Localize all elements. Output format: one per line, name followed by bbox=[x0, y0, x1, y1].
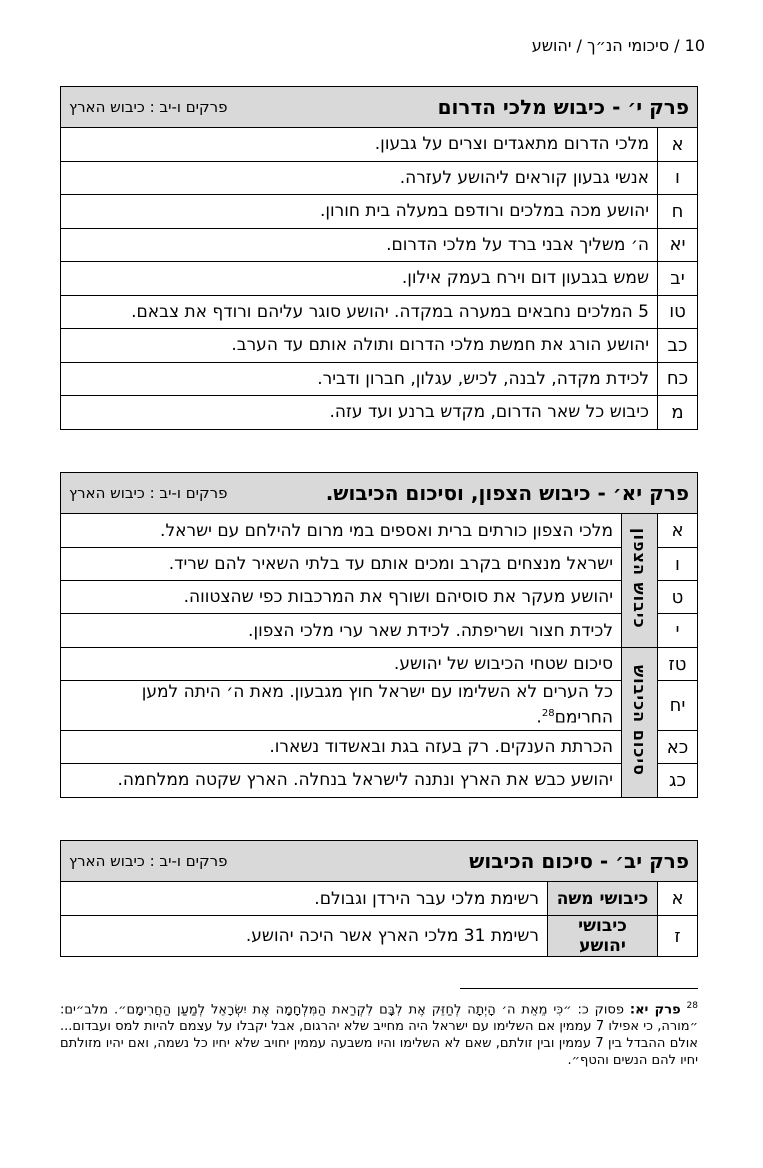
verse-number: ח bbox=[658, 195, 698, 229]
table-row bbox=[61, 514, 698, 548]
footnote-marker: 28 bbox=[686, 1001, 698, 1011]
row-text-content: יהושע כבש את הארץ ונתנה לישראל בנחלה. הארץ שקטה ממלחמה. bbox=[117, 770, 613, 790]
table-subtitle: פרקים ו-יב : כיבוש הארץ bbox=[69, 852, 228, 870]
verse-number: יא bbox=[658, 228, 698, 262]
chapter-11-table bbox=[60, 472, 698, 798]
verse-number: א bbox=[658, 128, 698, 162]
chapter-10-table bbox=[60, 86, 698, 430]
footnote bbox=[60, 998, 698, 1069]
verse-number: טז bbox=[658, 648, 698, 681]
row-text-content: כל הערים לא השלימו עם ישראל חוץ מגבעון. מאת ה׳ היתה למען החרימם bbox=[141, 682, 613, 728]
table-row bbox=[61, 128, 698, 162]
row-text: יהושע הורג את חמשת מלכי הדרום ותולה אותם עד הערב. bbox=[61, 329, 658, 363]
row-text: אנשי גבעון קוראים ליהושע לעזרה. bbox=[61, 161, 658, 195]
table-row bbox=[61, 161, 698, 195]
table-row bbox=[61, 581, 698, 614]
row-text: 5 המלכים נחבאים במערה במקדה. יהושע סוגר עליהם ורודף את צבאם. bbox=[61, 295, 658, 329]
row-text: לכידת חצור ושריפתה. לכידת שאר ערי מלכי הצפון. bbox=[61, 614, 622, 648]
footnote-separator bbox=[460, 988, 698, 989]
row-text: ישראל מנצחים בקרב ומכים אותם עד בלתי השאיר להם שריד. bbox=[61, 548, 622, 581]
verse-number: כג bbox=[658, 764, 698, 798]
group-label-text: סיכום הכיבוש bbox=[630, 664, 649, 776]
table-row bbox=[61, 262, 698, 296]
row-text: מלכי הדרום מתאגדים וצרים על גבעון. bbox=[61, 128, 658, 162]
table-title: פרק יב׳ - סיכום הכיבוש bbox=[469, 849, 689, 873]
table-row bbox=[61, 764, 698, 798]
verse-number: ו bbox=[658, 548, 698, 581]
table-row bbox=[61, 396, 698, 430]
table-title: פרק יא׳ - כיבוש הצפון, וסיכום הכיבוש. bbox=[325, 481, 689, 505]
table-row bbox=[61, 228, 698, 262]
row-text: יהושע מכה במלכים ורודפם במעלה בית חורון. bbox=[61, 195, 658, 229]
row-text bbox=[61, 764, 622, 798]
table-subtitle: פרקים ו-יב : כיבוש הארץ bbox=[69, 98, 228, 116]
table-row bbox=[61, 648, 698, 681]
group-label-summary bbox=[622, 648, 658, 798]
table-row bbox=[61, 614, 698, 648]
chapter-12-table bbox=[60, 840, 698, 957]
verse-number: טו bbox=[658, 295, 698, 329]
verse-number: כב bbox=[658, 329, 698, 363]
row-text-content: הכרתת הענקים. רק בעזה בגת ובאשדוד נשארו. bbox=[269, 736, 613, 757]
footnote-reference[interactable]: 28 bbox=[541, 708, 555, 720]
row-text bbox=[61, 648, 622, 681]
table-row bbox=[61, 916, 698, 957]
table-row bbox=[61, 362, 698, 396]
verse-number: מ bbox=[658, 396, 698, 430]
category-label: כיבושי יהושע bbox=[548, 916, 658, 957]
table-title: פרק י׳ - כיבוש מלכי הדרום bbox=[437, 95, 689, 119]
verse-number: א bbox=[658, 882, 698, 916]
table-row bbox=[61, 882, 698, 916]
verse-number: כא bbox=[658, 731, 698, 764]
verse-number: ז bbox=[658, 916, 698, 957]
table-row bbox=[61, 295, 698, 329]
verse-number: יב bbox=[658, 262, 698, 296]
row-text: לכידת מקדה, לבנה, לכיש, עגלון, חברון ודביר. bbox=[61, 362, 658, 396]
table-row bbox=[61, 195, 698, 229]
group-label-north bbox=[622, 514, 658, 648]
row-text bbox=[61, 731, 622, 764]
verse-number: ו bbox=[658, 161, 698, 195]
category-label: כיבושי משה bbox=[548, 882, 658, 916]
row-text: שמש בגבעון דום וירח בעמק אילון. bbox=[61, 262, 658, 296]
row-text: מלכי הצפון כורתים ברית ואספים במי מרום להילחם עם ישראל. bbox=[61, 514, 622, 548]
table-row bbox=[61, 548, 698, 581]
group-label-text: כיבוש הצפון bbox=[630, 527, 649, 629]
row-text: רשימת 31 מלכי הארץ אשר היכה יהושע. bbox=[61, 916, 548, 957]
table-row bbox=[61, 681, 698, 731]
row-text: רשימת מלכי עבר הירדן וגבולם. bbox=[61, 882, 548, 916]
page-header: 10 / סיכומי הנ״ך / יהושע bbox=[531, 36, 705, 55]
footnote-label: פרק יא: bbox=[629, 1002, 681, 1018]
verse-number: ט bbox=[658, 581, 698, 614]
row-text: כיבוש כל שאר הדרום, מקדש ברנע ועד עזה. bbox=[61, 396, 658, 430]
verse-number: כח bbox=[658, 362, 698, 396]
row-text: כל הערים לא השלימו עם ישראל חוץ מגבעון. מאת ה׳ היתה למען החרימם$^{28}$. bbox=[61, 681, 622, 731]
verse-number: יח bbox=[658, 681, 698, 731]
row-text: יהושע מעקר את סוסיהם ושורף את המרכבות כפי שהצטווה. bbox=[61, 581, 622, 614]
verse-number: י bbox=[658, 614, 698, 648]
table-row bbox=[61, 329, 698, 363]
table-row bbox=[61, 731, 698, 764]
row-text-content: סיכום שטחי הכיבוש של יהושע. bbox=[393, 653, 613, 674]
verse-number: א bbox=[658, 514, 698, 548]
row-text: ה׳ משליך אבני ברד על מלכי הדרום. bbox=[61, 228, 658, 262]
footnote-text: פסוק כ: ״כִּי מֵאֵת ה׳ הָיְתָה לְחַזֵּק אֶת לִבָּם לִקְרַאת הַמִּלְחָמָה אֶת יִשְׂרָאֵל לְמַעַן הַחֲרִימָם״. מלב״ים: ״מורה, כי אפילו 7 עממין אם השלימו עם ישראל היה מחייב שלא יהרגום, אבל יקבלו על עצמם להיות למס ועבדום... אולם ההבדל בין 7 עממין ובין זולתם, שאם לא השלימו והיו משבעה עממין יחויב שלא יחיו כל נשמה, ואם יהיו מזולתם יחיו להם הנשים והטף״. bbox=[60, 1002, 698, 1069]
table-subtitle: פרקים ו-יב : כיבוש הארץ bbox=[69, 484, 228, 502]
